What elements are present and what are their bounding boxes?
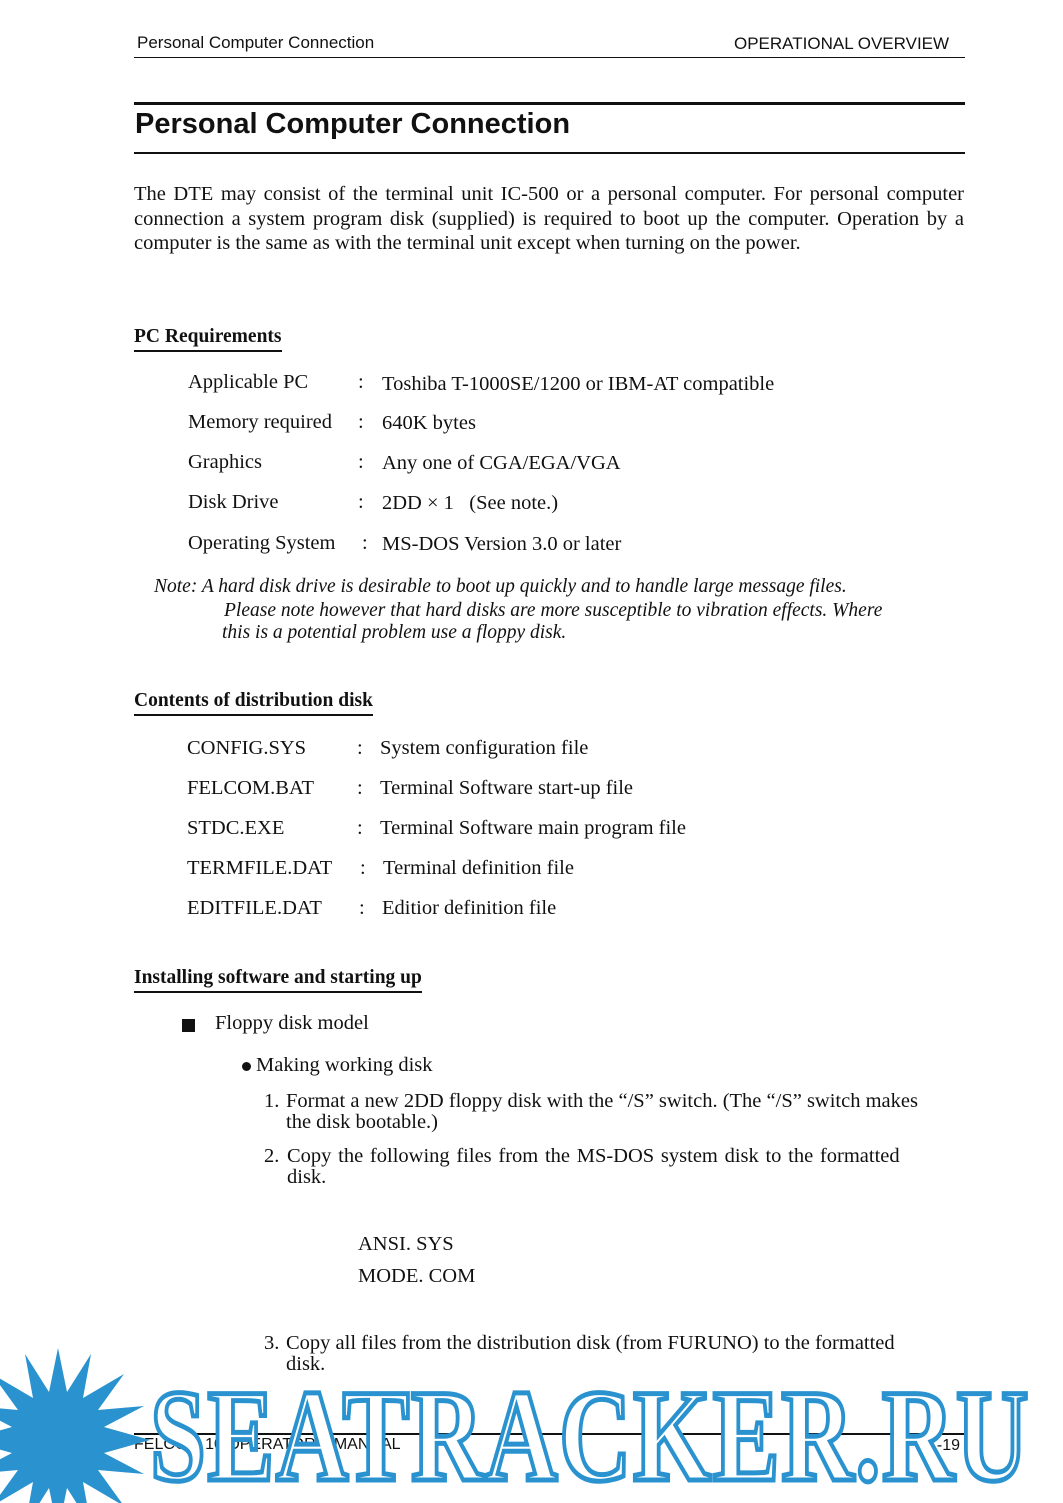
colon-separator: :	[357, 817, 363, 839]
file-name: CONFIG.SYS	[187, 737, 307, 759]
file-description: System configuration file	[380, 737, 589, 759]
page-title: Personal Computer Connection	[135, 108, 571, 140]
file-name: EDITFILE.DAT	[187, 897, 322, 919]
colon-separator: :	[362, 532, 368, 554]
section-heading-installing: Installing software and starting up	[134, 967, 422, 993]
file-name: TERMFILE.DAT	[187, 857, 333, 879]
step-text: Format a new 2DD floppy disk with the “/S” switch. (The “/S” switch makes	[286, 1090, 918, 1112]
title-bottom-rule	[134, 152, 965, 154]
requirement-value: MS-DOS Version 3.0 or later	[382, 533, 622, 555]
colon-separator: :	[358, 371, 364, 393]
colon-separator: :	[357, 777, 363, 799]
step-text: disk.	[286, 1353, 326, 1375]
step-text: disk.	[287, 1166, 327, 1188]
note-line: this is a potential problem use a floppy disk.	[222, 622, 567, 643]
model-label: Floppy disk model	[215, 1012, 369, 1034]
dot-bullet-icon	[242, 1062, 251, 1071]
colon-separator: :	[358, 451, 364, 473]
requirement-label: Disk Drive	[188, 491, 279, 513]
system-file: MODE. COM	[358, 1265, 476, 1287]
note-text: A hard disk drive is desirable to boot up quickly and to handle large message files.	[201, 576, 847, 597]
running-header-right: OPERATIONAL OVERVIEW	[734, 34, 950, 53]
file-description: Terminal Software main program file	[380, 817, 686, 839]
note-line: Please note however that hard disks are more susceptible to vibration effects. Where	[224, 600, 883, 621]
file-description: Terminal Software start-up file	[380, 777, 634, 799]
file-name: STDC.EXE	[187, 817, 285, 839]
requirement-value: 2DD × 1 (See note.)	[382, 492, 559, 514]
step-number: 1.	[264, 1090, 280, 1112]
section-heading-distribution-disk: Contents of distribution disk	[134, 690, 373, 716]
step-number: 3.	[264, 1332, 280, 1354]
colon-separator: :	[360, 857, 366, 879]
note-line	[154, 576, 847, 599]
step-text: Copy the following files from the MS-DOS system disk to the formatted	[287, 1145, 900, 1167]
watermark	[0, 1340, 1063, 1503]
system-file: ANSI. SYS	[358, 1233, 454, 1255]
requirement-value: Toshiba T-1000SE/1200 or IBM-AT compatible	[382, 373, 775, 395]
step-number: 2.	[264, 1145, 280, 1167]
sun-icon	[0, 1348, 150, 1503]
colon-separator: :	[359, 897, 365, 919]
intro-paragraph: The DTE may consist of the terminal unit IC-500 or a personal computer. For personal computer connection a system program disk (supplied) is required to boot up the computer. Operation by a computer is the same as with the terminal unit except when turning on the power.	[134, 183, 964, 254]
colon-separator: :	[358, 491, 364, 513]
section-heading-pc-requirements: PC Requirements	[134, 326, 282, 352]
file-description: Terminal definition file	[383, 857, 574, 879]
footer-manual-title: FELCOM 10 OPERATOR'S MANUAL	[134, 1436, 401, 1453]
requirement-value: 640K bytes	[382, 412, 476, 434]
sub-label: Making working disk	[256, 1054, 433, 1076]
requirement-label: Memory required	[188, 411, 333, 433]
step-text: Copy all files from the distribution disk (from FURUNO) to the formatted	[286, 1332, 895, 1354]
colon-separator: :	[357, 737, 363, 759]
header-rule	[134, 57, 965, 58]
requirement-label: Applicable PC	[188, 371, 309, 393]
requirement-label: Operating System	[188, 532, 336, 554]
step-text: the disk bootable.)	[286, 1111, 439, 1133]
requirement-label: Graphics	[188, 451, 263, 473]
footer-page-number: 1-19	[928, 1437, 961, 1454]
title-top-rule	[134, 102, 965, 105]
square-bullet-icon	[182, 1019, 195, 1032]
requirement-value: Any one of CGA/EGA/VGA	[382, 452, 621, 474]
watermark-text: SEATRACKER.RU	[150, 1362, 1030, 1503]
colon-separator: :	[358, 411, 364, 433]
file-description: Editior definition file	[382, 897, 557, 919]
running-header-left: Personal Computer Connection	[137, 33, 375, 52]
file-name: FELCOM.BAT	[187, 777, 315, 799]
note-prefix: Note:	[154, 576, 198, 597]
